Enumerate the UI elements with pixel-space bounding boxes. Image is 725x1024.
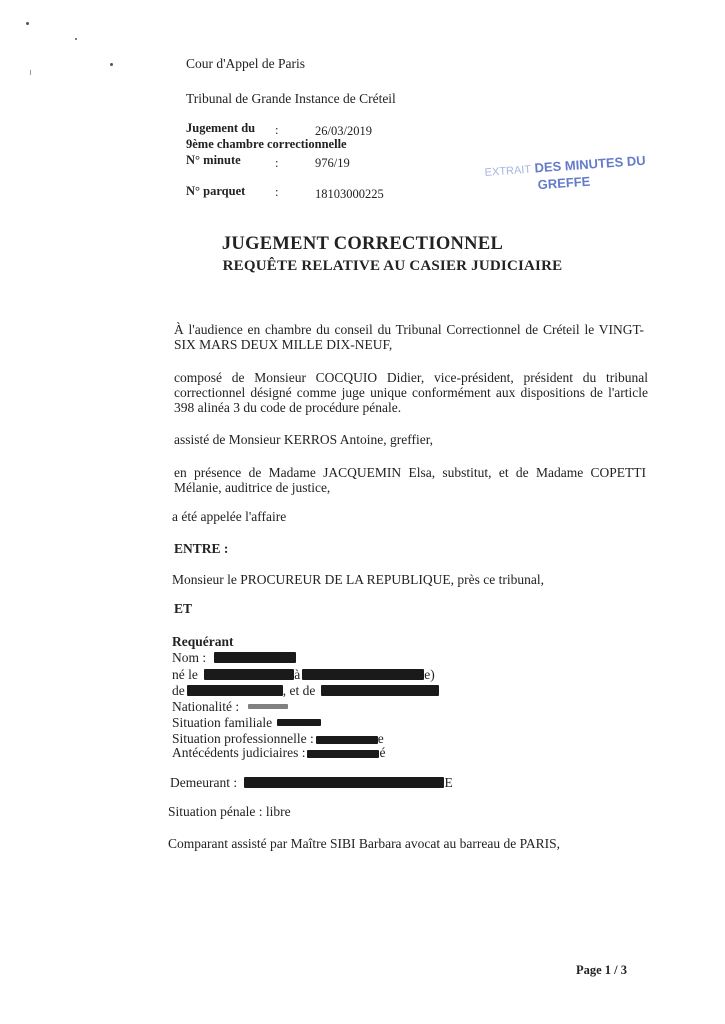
redacted-name xyxy=(214,652,296,663)
nationalite-line xyxy=(172,699,288,715)
situation-familiale-label: Situation familiale xyxy=(172,715,273,730)
demeurant-line xyxy=(170,775,453,791)
ne-end: e) xyxy=(424,667,435,682)
scan-speck xyxy=(26,22,29,25)
redacted-address xyxy=(244,777,444,788)
nom-label: Nom : xyxy=(172,650,207,665)
redacted-profession xyxy=(316,736,378,744)
page-number: Page 1 / 3 xyxy=(576,963,628,977)
situation-pro-label: Situation professionnelle : xyxy=(172,731,314,746)
antecedents-line xyxy=(172,745,385,761)
demeurant-end: E xyxy=(444,775,453,790)
et-heading: ET xyxy=(174,601,193,616)
situation-familiale-line xyxy=(172,715,321,731)
comparant-line: Comparant assisté par Maître SIBI Barbara avocat au barreau de PARIS, xyxy=(168,836,561,851)
redacted-father xyxy=(187,685,283,696)
tribunal-name: Tribunal de Grande Instance de Créteil xyxy=(186,91,396,106)
paragraph-case-called: a été appelée l'affaire xyxy=(172,509,287,524)
nom-line xyxy=(172,650,296,666)
paragraph-presence: en présence de Madame JACQUEMIN Elsa, substitut, et de Madame COPETTI Mélanie, auditrice de justice, xyxy=(174,465,646,495)
redacted-birthdate xyxy=(204,669,294,680)
redacted-family-status xyxy=(277,719,321,726)
redacted-mother xyxy=(321,685,439,696)
minute-sep: : xyxy=(275,156,279,170)
ne-le-label: né le xyxy=(172,667,198,682)
procureur-line: Monsieur le PROCUREUR DE LA REPUBLIQUE, près ce tribunal, xyxy=(172,572,544,587)
paragraph-hearing: À l'audience en chambre du conseil du Tribunal Correctionnel de Créteil le VINGT-SIX MARS DEUX MILLE DIX-NEUF, xyxy=(174,322,644,352)
antecedents-label: Antécédents judiciaires : xyxy=(172,745,306,760)
judgment-label: Jugement du xyxy=(186,121,256,135)
situation-penale: Situation pénale : libre xyxy=(168,804,291,819)
scan-speck xyxy=(110,63,113,66)
paragraph-composition: composé de Monsieur COCQUIO Didier, vice-président, président du tribunal correctionnel désigné comme juge unique conformément aux dispositions de l'article 398 alinéa 3 du code de procédure pénale. xyxy=(174,370,648,415)
et-de: , et de xyxy=(282,683,316,698)
judgment-sep: : xyxy=(275,123,279,137)
de-label: de xyxy=(172,683,185,698)
requerant-heading: Requérant xyxy=(172,634,234,649)
redacted-nationality xyxy=(248,704,288,709)
stamp-text-1: DES MINUTES DU xyxy=(534,152,647,176)
parquet-label: N° parquet xyxy=(186,184,246,198)
stamp-line-2: GREFFE xyxy=(537,173,591,193)
minute-label: N° minute xyxy=(186,153,241,167)
antecedents-end: é xyxy=(379,745,386,760)
minute-value: 976/19 xyxy=(315,156,350,170)
document-title: JUGEMENT CORRECTIONNEL xyxy=(221,234,504,254)
nationalite-label: Nationalité : xyxy=(172,699,240,714)
parents-line xyxy=(172,683,439,699)
birth-line xyxy=(172,667,435,683)
scan-speck xyxy=(75,38,77,40)
redacted-antecedents xyxy=(307,750,379,758)
ne-a: à xyxy=(294,667,301,682)
document-subtitle: REQUÊTE RELATIVE AU CASIER JUDICIAIRE xyxy=(222,258,563,274)
registry-stamp xyxy=(484,152,656,196)
parquet-value: 18103000225 xyxy=(315,187,384,201)
situation-pro-end: e xyxy=(377,731,384,746)
court-name: Cour d'Appel de Paris xyxy=(186,56,306,71)
chamber: 9ème chambre correctionnelle xyxy=(186,137,347,151)
redacted-birthplace xyxy=(302,669,424,680)
paragraph-clerk: assisté de Monsieur KERROS Antoine, greffier, xyxy=(174,432,434,447)
entre-heading: ENTRE : xyxy=(174,541,229,556)
judgment-date: 26/03/2019 xyxy=(315,124,372,138)
parquet-sep: : xyxy=(275,185,279,199)
stamp-prefix: EXTRAIT xyxy=(484,163,532,179)
demeurant-label: Demeurant : xyxy=(170,775,238,790)
scan-speck xyxy=(30,70,31,75)
